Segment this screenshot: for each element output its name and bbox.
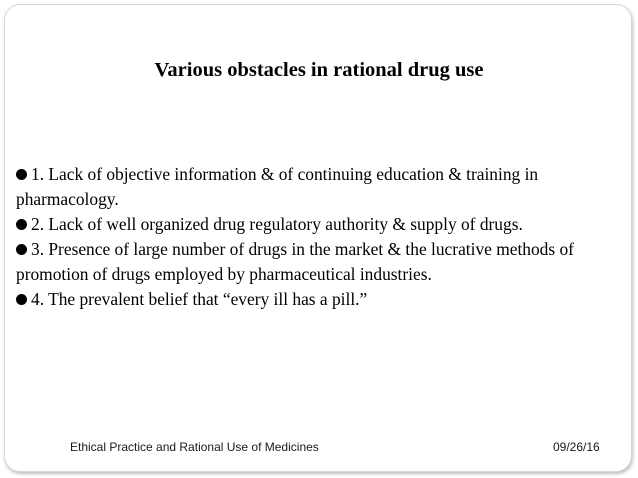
bullet-dot-icon [16, 244, 27, 255]
bullet-dot-icon [16, 294, 27, 305]
bullet-text: 3. Presence of large number of drugs in the market & the lucrative methods of promotion of drugs employed by pharmaceutical industries. [16, 239, 574, 284]
footer-title: Ethical Practice and Rational Use of Medicines [70, 440, 319, 454]
bullet-list [16, 162, 620, 312]
footer-date: 09/26/16 [553, 440, 600, 454]
slide-title: Various obstacles in rational drug use [154, 59, 484, 81]
bullet-text: 4. The prevalent belief that “every ill has a pill.” [31, 289, 368, 309]
bullet-dot-icon [16, 219, 27, 230]
bullet-item [16, 237, 620, 287]
bullet-dot-icon [16, 169, 27, 180]
bullet-item [16, 287, 620, 312]
bullet-item [16, 212, 620, 237]
bullet-text: 1. Lack of objective information & of continuing education & training in pharmacology. [16, 164, 539, 209]
bullet-item [16, 162, 620, 212]
bullet-text: 2. Lack of well organized drug regulatory authority & supply of drugs. [31, 214, 523, 234]
